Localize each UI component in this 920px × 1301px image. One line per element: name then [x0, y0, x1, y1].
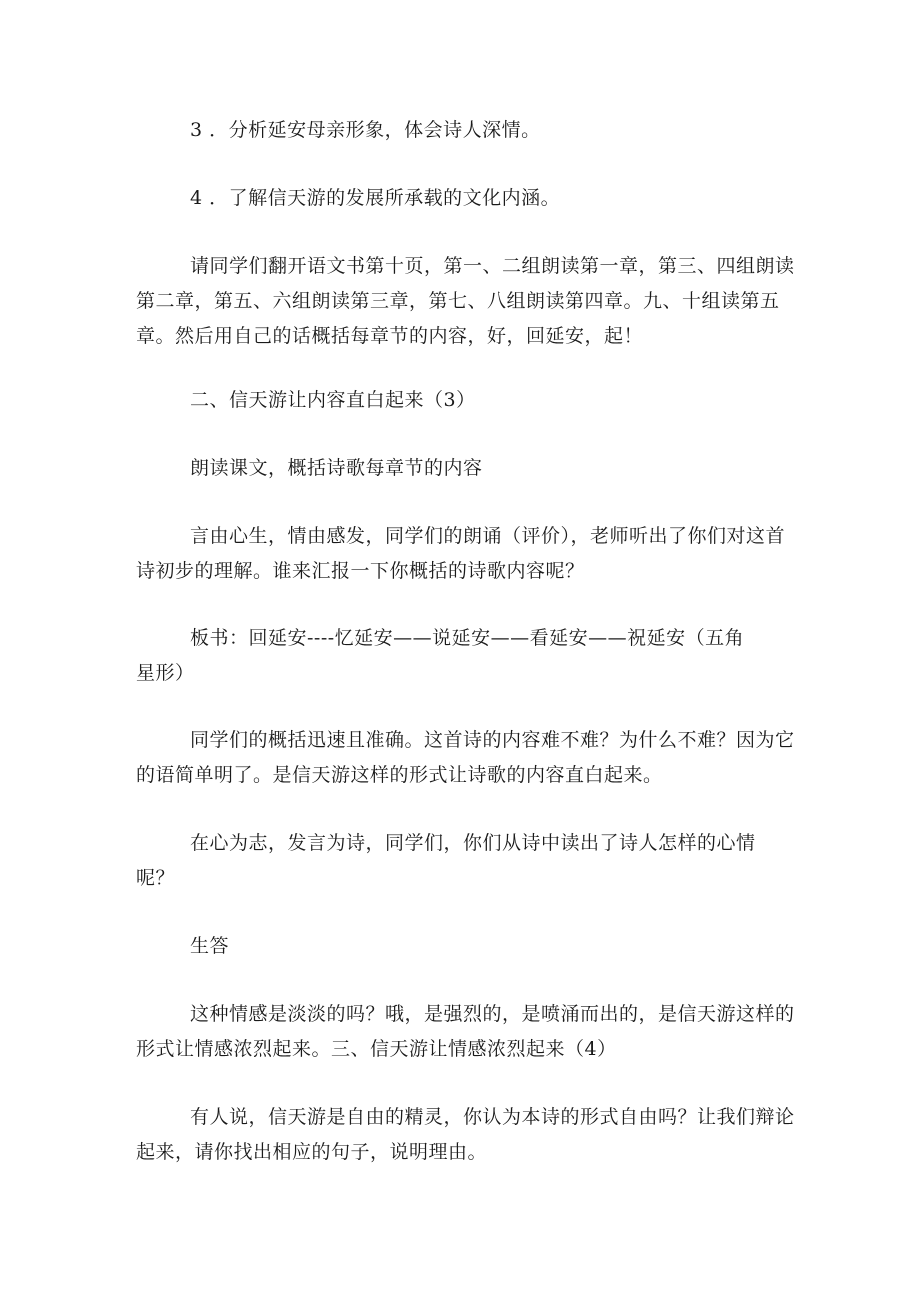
summary-paragraph: 同学们的概括迅速且准确。这首诗的内容难不难？为什么不难？因为它的语简单明了。是信天游这样的形式让诗歌的内容直白起来。	[136, 729, 795, 786]
objective-4: 4 ．了解信天游的发展所承载的文化内涵。	[190, 187, 561, 209]
emotion-paragraph: 这种情感是淡淡的吗？哦，是强烈的，是喷涌而出的，是信天游这样的形式让情感浓烈起来。三、信天游让情感浓烈起来（4）	[136, 1003, 795, 1060]
reading-instruction-paragraph: 请同学们翻开语文书第十页，第一、二组朗读第一章，第三、四组朗读第二章，第五、六组朗读第三章，第七、八组朗读第四章。九、十组读第五章。然后用自己的话概括每章节的内容，好，回延安，起！	[136, 255, 795, 347]
reading-task: 朗读课文，概括诗歌每章节的内容	[190, 457, 483, 479]
student-answer: 生答	[190, 935, 230, 957]
section-heading-2: 二、信天游让内容直白起来（3）	[190, 389, 476, 411]
objective-3: 3 ．分析延安母亲形象，体会诗人深情。	[190, 119, 541, 141]
teacher-comment-paragraph: 言由心生，情由感发，同学们的朗诵（评价），老师听出了你们对这首诗初步的理解。谁来汇报一下你概括的诗歌内容呢？	[136, 525, 786, 582]
question-paragraph: 在心为志，发言为诗，同学们，你们从诗中读出了诗人怎样的心情呢？	[136, 832, 756, 889]
blackboard-notes: 板书：回延安----忆延安——说延安——看延安——祝延安（五角星形）	[136, 627, 745, 684]
debate-paragraph: 有人说，信天游是自由的精灵，你认为本诗的形式自由吗？让我们辩论起来，请你找出相应的句子，说明理由。	[136, 1106, 795, 1163]
